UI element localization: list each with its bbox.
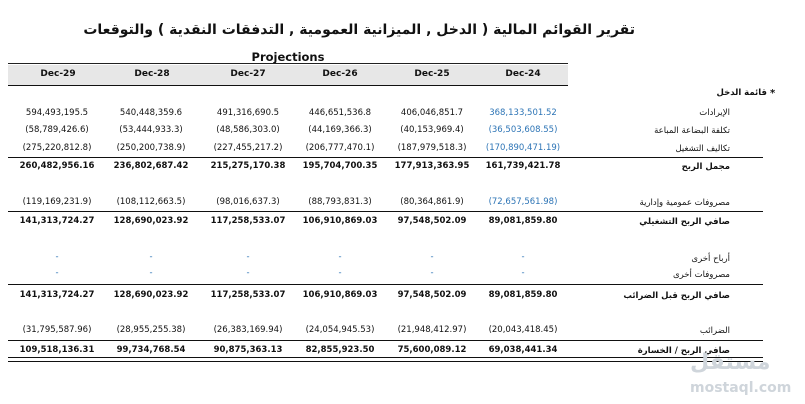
- watermark-text: mostaql.com: [690, 380, 792, 396]
- watermark-logo: مستقل: [690, 350, 771, 375]
- column-header: Dec-29: [40, 69, 76, 79]
- row-label-general-admin: مصروفات عمومية وإدارية: [639, 198, 730, 208]
- table-cell: 195,704,700.35: [302, 161, 378, 171]
- column-header: Dec-26: [322, 69, 358, 79]
- table-cell: -: [338, 268, 342, 278]
- table-cell: 69,038,441.34: [488, 345, 558, 355]
- table-cell: (275,220,812.8): [22, 143, 92, 153]
- divider: [8, 340, 763, 341]
- column-header: Dec-28: [134, 69, 170, 79]
- table-cell: -: [246, 268, 250, 278]
- table-cell: 82,855,923.50: [305, 345, 375, 355]
- table-cell: 260,482,956.16: [19, 161, 95, 171]
- table-cell: 89,081,859.80: [488, 290, 558, 300]
- table-cell: 540,448,359.6: [119, 108, 183, 118]
- table-cell: 117,258,533.07: [210, 216, 286, 226]
- divider: [8, 284, 763, 285]
- table-cell: 97,548,502.09: [397, 216, 467, 226]
- table-cell: (108,112,663.5): [116, 197, 186, 207]
- table-cell: 368,133,501.52: [489, 108, 557, 118]
- table-cell: (40,153,969.4): [400, 125, 464, 135]
- table-cell: 141,313,724.27: [19, 290, 95, 300]
- table-cell: (88,793,831.3): [308, 197, 372, 207]
- table-cell: 594,493,195.5: [25, 108, 89, 118]
- table-cell: (72,657,561.98): [488, 197, 558, 207]
- table-cell: 215,275,170.38: [210, 161, 286, 171]
- table-cell: (170,890,471.19): [485, 143, 561, 153]
- table-cell: 446,651,536.8: [308, 108, 372, 118]
- table-cell: (36,503,608.55): [488, 125, 558, 135]
- section-label-income-statement: قائمة الدخل: [716, 88, 767, 98]
- table-cell: (250,200,738.9): [116, 143, 186, 153]
- divider: [8, 157, 763, 158]
- table-cell: 128,690,023.92: [113, 290, 189, 300]
- row-label-taxes: الضرائب: [699, 326, 730, 336]
- table-cell: 89,081,859.80: [488, 216, 558, 226]
- table-cell: (53,444,933.3): [119, 125, 183, 135]
- table-cell: (26,383,169.94): [213, 325, 283, 335]
- table-cell: (20,043,418.45): [488, 325, 558, 335]
- table-cell: (98,016,637.3): [216, 197, 280, 207]
- table-cell: 97,548,502.09: [397, 290, 467, 300]
- table-cell: -: [521, 268, 525, 278]
- row-label-revenue: الإيرادات: [699, 108, 730, 118]
- table-cell: 491,316,690.5: [216, 108, 280, 118]
- table-cell: -: [430, 252, 434, 262]
- table-cell: 406,046,851.7: [400, 108, 464, 118]
- table-cell: (48,586,303.0): [216, 125, 280, 135]
- row-label-operating-profit: صافي الربح التشغيلي: [639, 217, 730, 227]
- table-cell: 75,600,089.12: [397, 345, 467, 355]
- table-cell: (44,169,366.3): [308, 125, 372, 135]
- table-cell: -: [246, 252, 250, 262]
- table-cell: (21,948,412.97): [397, 325, 467, 335]
- table-cell: (28,955,255.38): [116, 325, 186, 335]
- column-header: Dec-25: [414, 69, 450, 79]
- row-label-pre-tax-profit: صافي الربح قبل الضرائب: [623, 291, 730, 301]
- table-cell: -: [521, 252, 525, 262]
- column-header: Dec-24: [505, 69, 541, 79]
- table-cell: 161,739,421.78: [485, 161, 561, 171]
- table-cell: 128,690,023.92: [113, 216, 189, 226]
- row-label-cogs: تكلفة البضاعة المباعة: [654, 126, 730, 136]
- table-cell: (24,054,945.53): [305, 325, 375, 335]
- row-label-other-expenses: مصروفات أخرى: [672, 270, 730, 280]
- table-cell: 90,875,363.13: [213, 345, 283, 355]
- table-cell: (206,777,470.1): [305, 143, 375, 153]
- row-label-operating-costs: تكاليف التشغيل: [675, 144, 730, 154]
- note-marker: *: [770, 88, 776, 99]
- projections-label: Projections: [251, 50, 325, 64]
- row-label-net-profit: صافي الربح / الخسارة: [637, 346, 730, 356]
- table-cell: -: [55, 268, 59, 278]
- divider: [8, 211, 763, 212]
- table-cell: 177,913,363.95: [394, 161, 470, 171]
- double-underline: [8, 357, 763, 362]
- row-label-gross-profit: مجمل الربح: [681, 162, 730, 172]
- row-label-other-income: أرباح أخرى: [691, 254, 730, 264]
- table-cell: 106,910,869.03: [302, 290, 378, 300]
- table-cell: (31,795,587.96): [22, 325, 92, 335]
- table-cell: -: [149, 252, 153, 262]
- table-cell: 99,734,768.54: [116, 345, 186, 355]
- table-cell: -: [338, 252, 342, 262]
- column-header: Dec-27: [230, 69, 266, 79]
- table-cell: -: [430, 268, 434, 278]
- report-title: تقرير القوائم المالية ( الدخل , الميزانية العمومية , التدفقات النقدية ) والتوقعات: [83, 22, 635, 38]
- table-cell: (187,979,518.3): [397, 143, 467, 153]
- table-cell: (119,169,231.9): [22, 197, 92, 207]
- table-cell: 236,802,687.42: [113, 161, 189, 171]
- table-cell: 106,910,869.03: [302, 216, 378, 226]
- table-cell: -: [55, 252, 59, 262]
- table-cell: 117,258,533.07: [210, 290, 286, 300]
- table-cell: (80,364,861.9): [400, 197, 464, 207]
- projections-underline: [8, 63, 568, 64]
- table-cell: (227,455,217.2): [213, 143, 283, 153]
- table-cell: (58,789,426.6): [25, 125, 89, 135]
- table-cell: 141,313,724.27: [19, 216, 95, 226]
- table-cell: -: [149, 268, 153, 278]
- table-cell: 109,518,136.31: [19, 345, 95, 355]
